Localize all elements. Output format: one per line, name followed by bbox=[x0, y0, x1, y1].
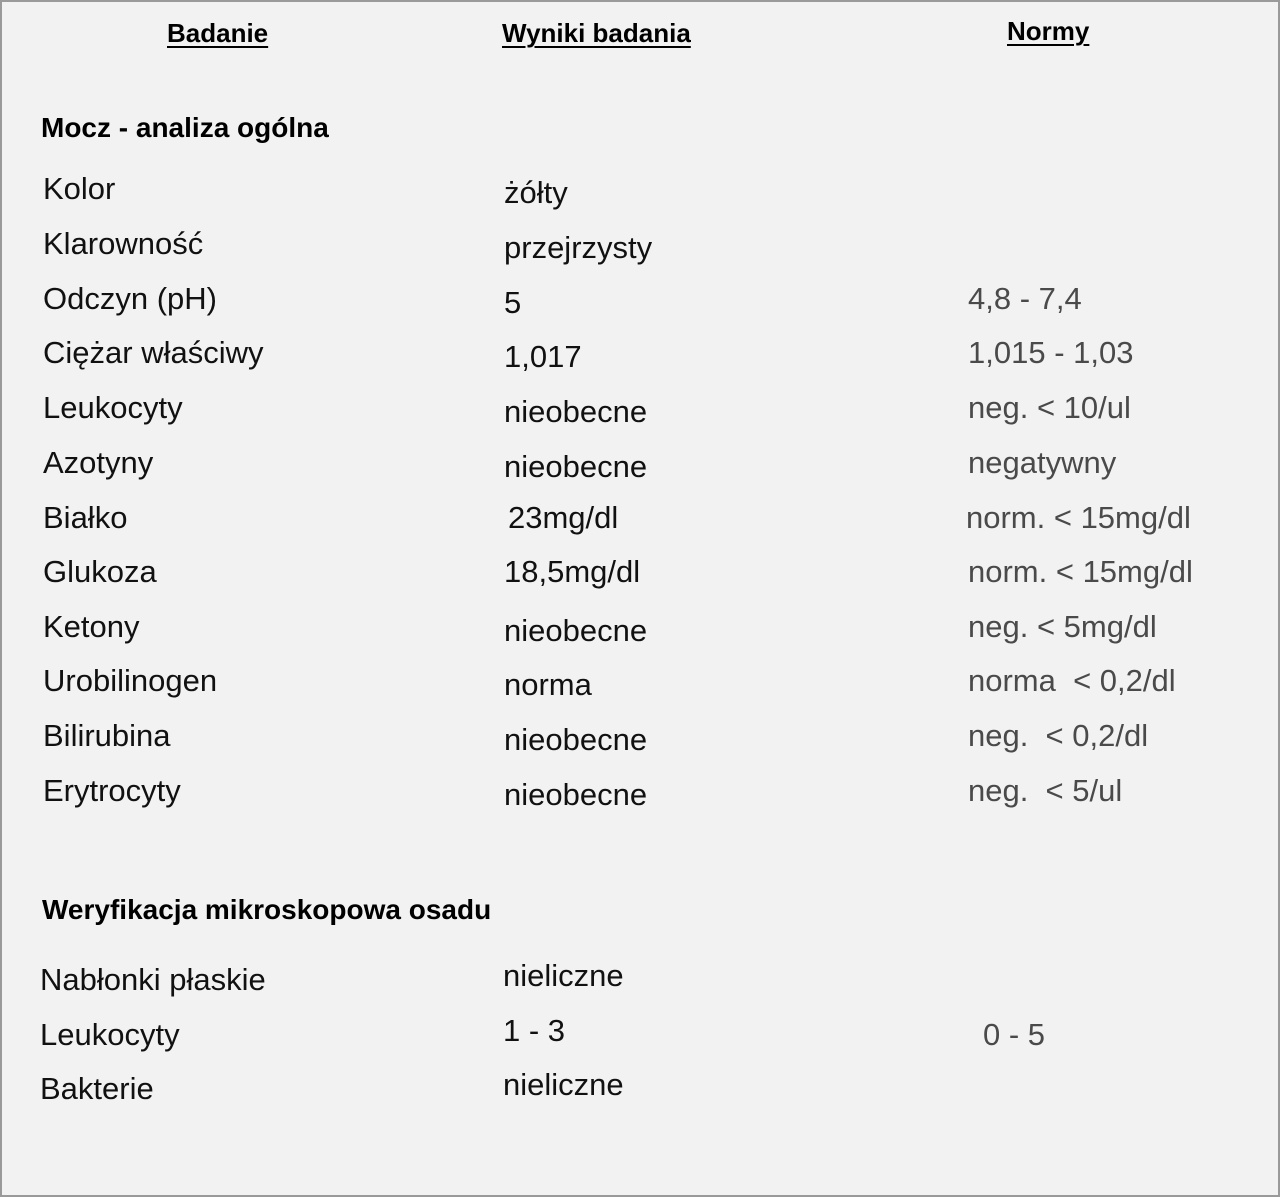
test-result: przejrzysty bbox=[504, 230, 653, 265]
section-title-microscopic-verification: Weryfikacja mikroskopowa osadu bbox=[42, 894, 492, 925]
test-norm: norm. < 15mg/dl bbox=[968, 554, 1193, 589]
test-name: Azotyny bbox=[43, 445, 154, 480]
test-name: Białko bbox=[43, 500, 128, 535]
test-result: 18,5mg/dl bbox=[504, 554, 641, 589]
test-name: Bilirubina bbox=[43, 718, 171, 753]
test-name: Kolor bbox=[43, 171, 116, 206]
test-result: nieobecne bbox=[504, 394, 648, 429]
test-result: norma bbox=[504, 667, 592, 702]
test-name: Bakterie bbox=[40, 1071, 154, 1106]
test-result: 1,017 bbox=[504, 339, 582, 374]
test-result: 23mg/dl bbox=[508, 500, 619, 535]
test-result: 1 - 3 bbox=[503, 1013, 566, 1048]
test-name: Urobilinogen bbox=[43, 663, 218, 698]
test-result: 5 bbox=[504, 285, 522, 320]
column-header-test: Badanie bbox=[167, 18, 269, 48]
test-norm: 0 - 5 bbox=[983, 1017, 1046, 1052]
test-result: nieobecne bbox=[504, 449, 648, 484]
test-result: nieobecne bbox=[504, 722, 648, 757]
column-header-result: Wyniki badania bbox=[502, 18, 691, 48]
test-norm: neg. < 10/ul bbox=[968, 390, 1131, 425]
test-result: nieliczne bbox=[503, 958, 624, 993]
test-name: Klarowność bbox=[43, 226, 204, 261]
test-norm: 1,015 - 1,03 bbox=[968, 335, 1134, 370]
test-name: Erytrocyty bbox=[43, 773, 181, 808]
test-norm: neg. < 5/ul bbox=[968, 773, 1123, 808]
test-name: Ketony bbox=[43, 609, 140, 644]
test-norm: norm. < 15mg/dl bbox=[966, 500, 1191, 535]
test-result: nieobecne bbox=[504, 613, 648, 648]
test-name: Leukocyty bbox=[40, 1017, 180, 1052]
test-result: nieliczne bbox=[503, 1067, 624, 1102]
test-name: Leukocyty bbox=[43, 390, 183, 425]
section-title-urine-analysis: Mocz - analiza ogólna bbox=[41, 112, 329, 143]
test-norm: 4,8 - 7,4 bbox=[968, 281, 1082, 316]
test-name: Nabłonki płaskie bbox=[40, 962, 266, 997]
test-norm: negatywny bbox=[968, 445, 1117, 480]
test-norm: norma < 0,2/dl bbox=[968, 663, 1176, 698]
column-header-norm: Normy bbox=[1007, 16, 1090, 46]
test-name: Ciężar właściwy bbox=[43, 335, 264, 370]
test-norm: neg. < 0,2/dl bbox=[968, 718, 1149, 753]
test-result: nieobecne bbox=[504, 777, 648, 812]
test-name: Odczyn (pH) bbox=[43, 281, 217, 316]
test-name: Glukoza bbox=[43, 554, 157, 589]
test-result: żółty bbox=[504, 175, 568, 210]
test-norm: neg. < 5mg/dl bbox=[968, 609, 1157, 644]
